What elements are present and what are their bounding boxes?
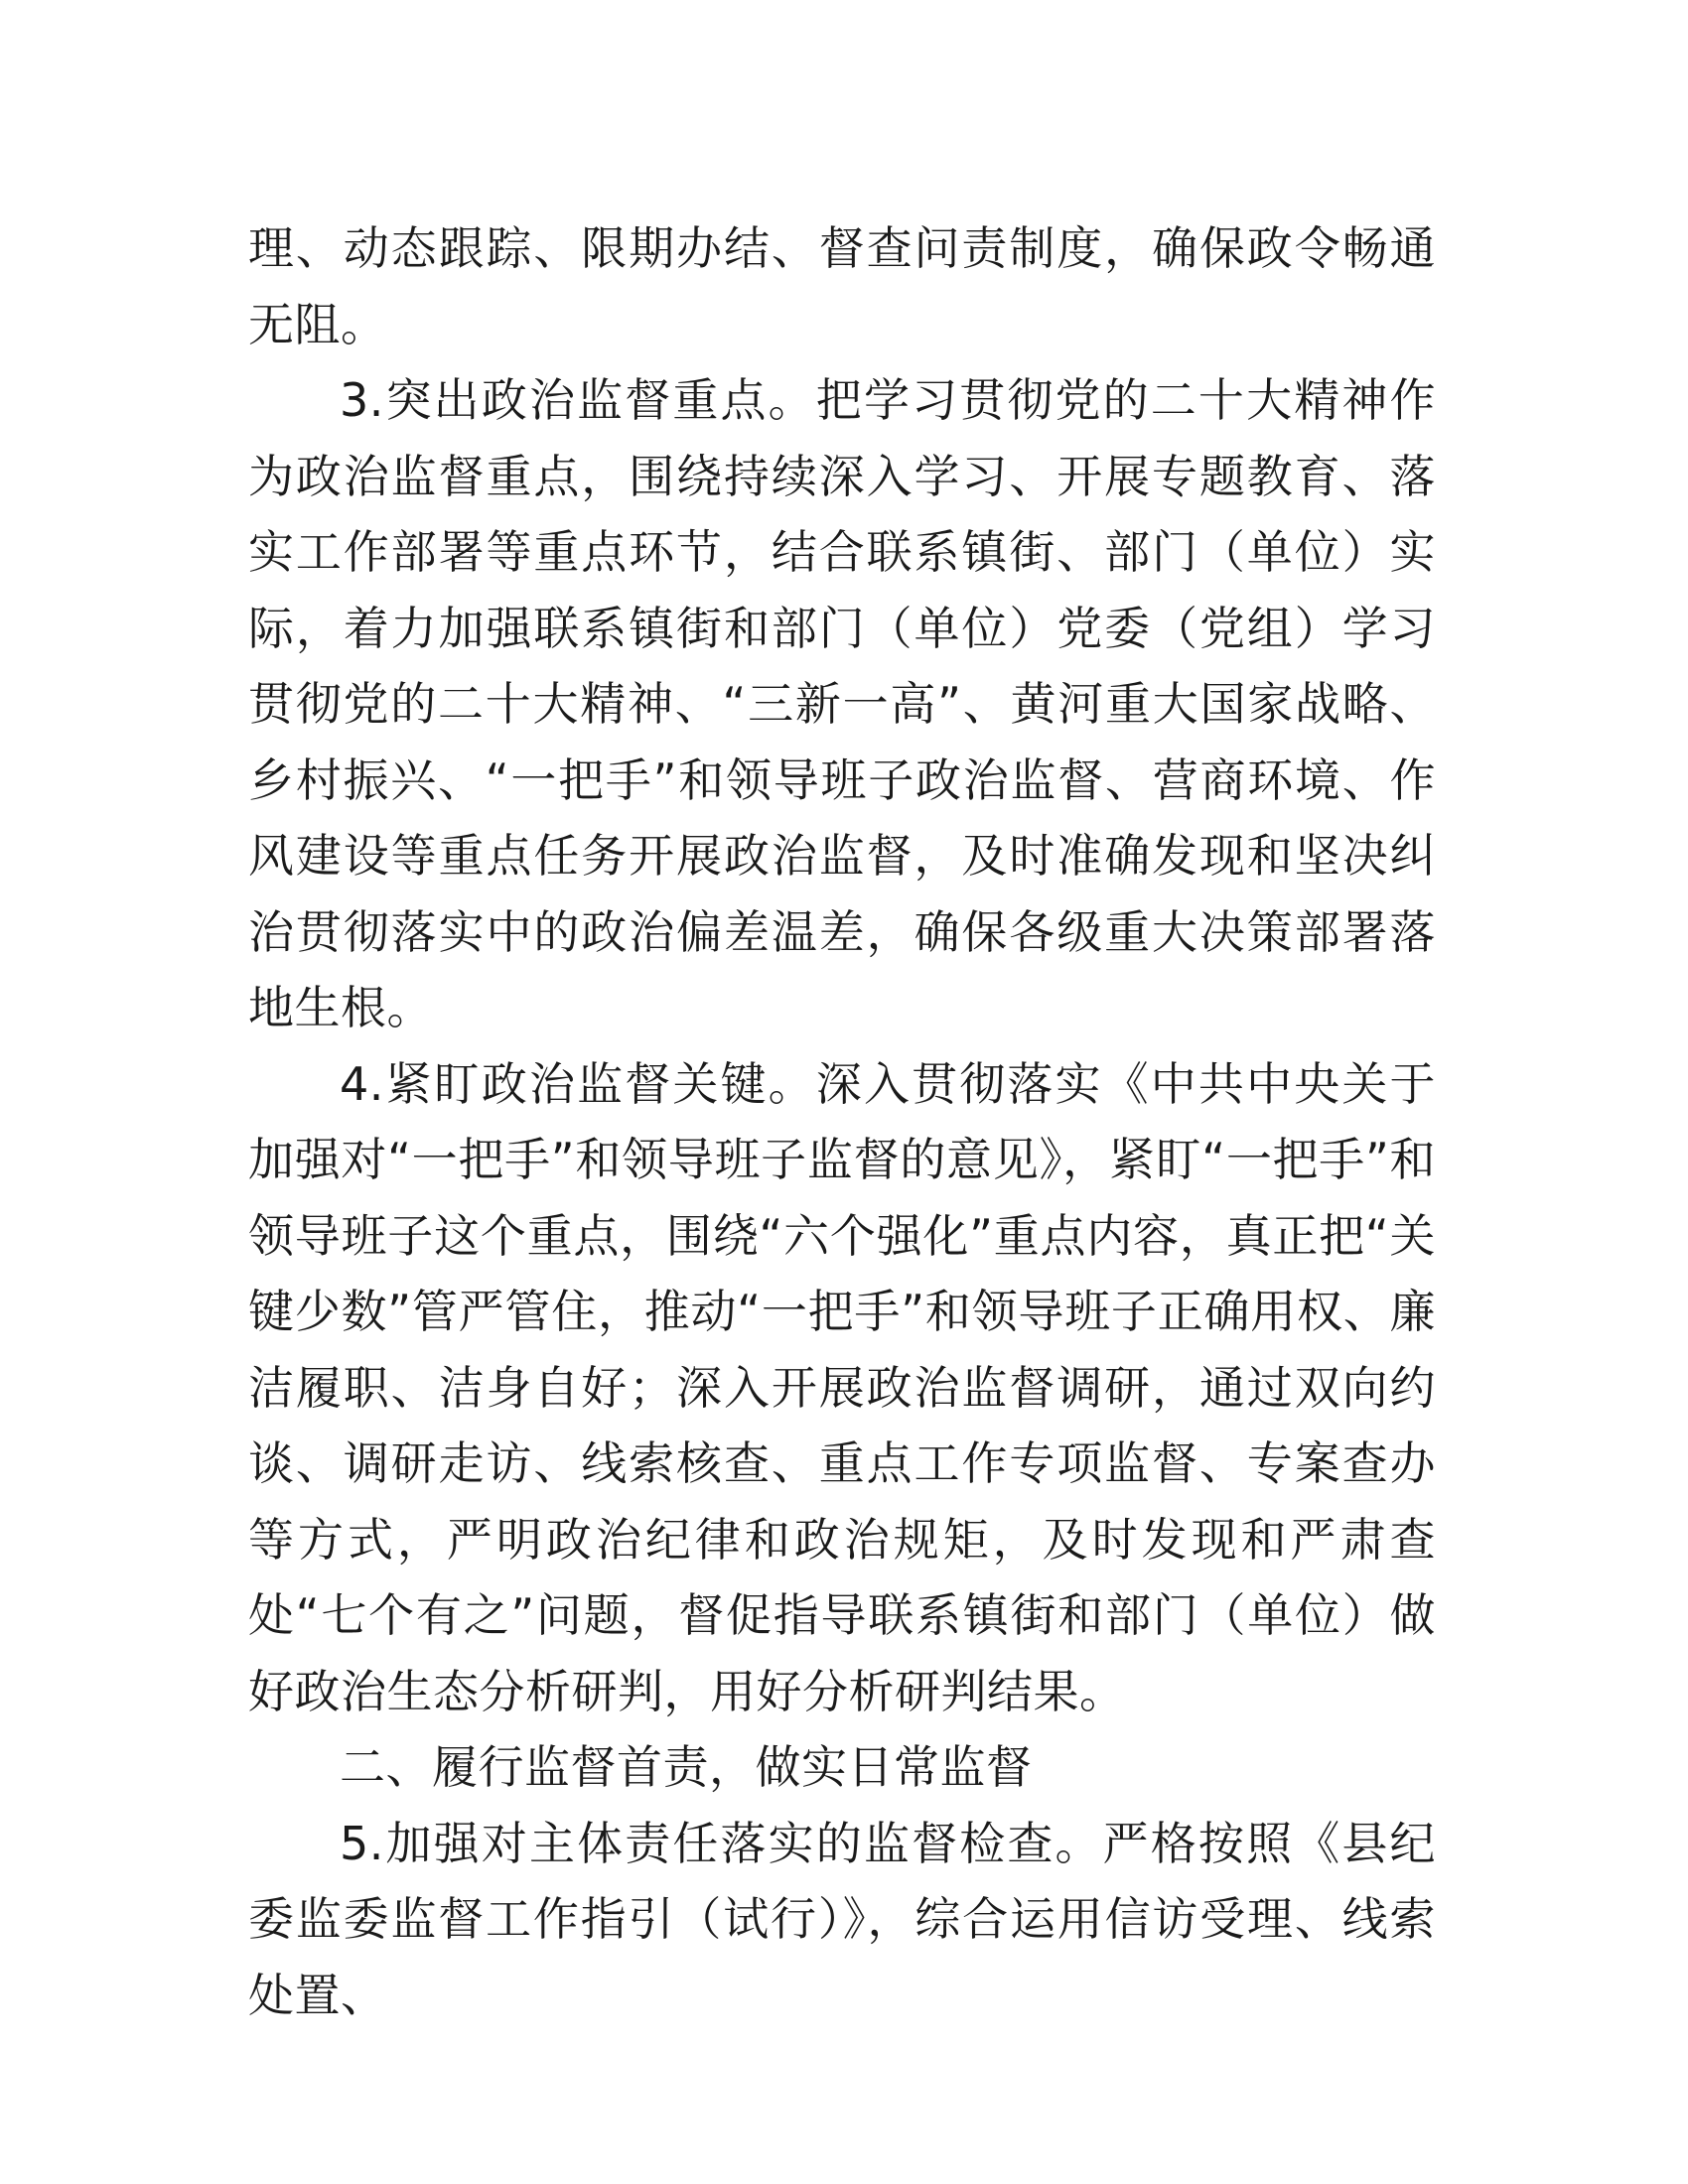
paragraph-item-4: 4.紧盯政治监督关键。深入贯彻落实《中共中央关于加强对“一把手”和领导班子监督的意见》，紧盯“一把手”和领导班子这个重点，围绕“六个强化”重点内容，真正把“关键少数”管严管住，推动“一把手”和领导班子正确用权、廉洁履职、洁身自好；深入开展政治监督调研，通过双向约谈、调研走访、线索核查、重点工作专项监督、专案查办等方式，严明政治纪律和政治规矩，及时发现和严肃查处“七个有之”问题，督促指导联系镇街和部门（单位）做好政治生态分析研判，用好分析研判结果。 bbox=[248, 1056, 1436, 1718]
paragraph-continuation: 理、动态跟踪、限期办结、督查问责制度，确保政令畅通无阻。 bbox=[248, 221, 1436, 351]
paragraph-item-3: 3.突出政治监督重点。把学习贯彻党的二十大精神作为政治监督重点，围绕持续深入学习、开展专题教育、落实工作部署等重点环节，结合联系镇街、部门（单位）实际，着力加强联系镇街和部门（单位）党委（党组）学习贯彻党的二十大精神、“三新一高”、黄河重大国家战略、乡村振兴、“一把手”和领导班子政治监督、营商环境、作风建设等重点任务开展政治监督，及时准确发现和坚决纠治贯彻落实中的政治偏差温差，确保各级重大决策部署落地生根。 bbox=[248, 373, 1436, 1034]
section-heading-2: 二、履行监督首责，做实日常监督 bbox=[340, 1740, 1033, 1794]
paragraph-item-5: 5.加强对主体责任落实的监督检查。严格按照《县纪委监委监督工作指引（试行）》，综合运用信访受理、线索处置、 bbox=[248, 1816, 1436, 2022]
document-page bbox=[248, 210, 1436, 2033]
